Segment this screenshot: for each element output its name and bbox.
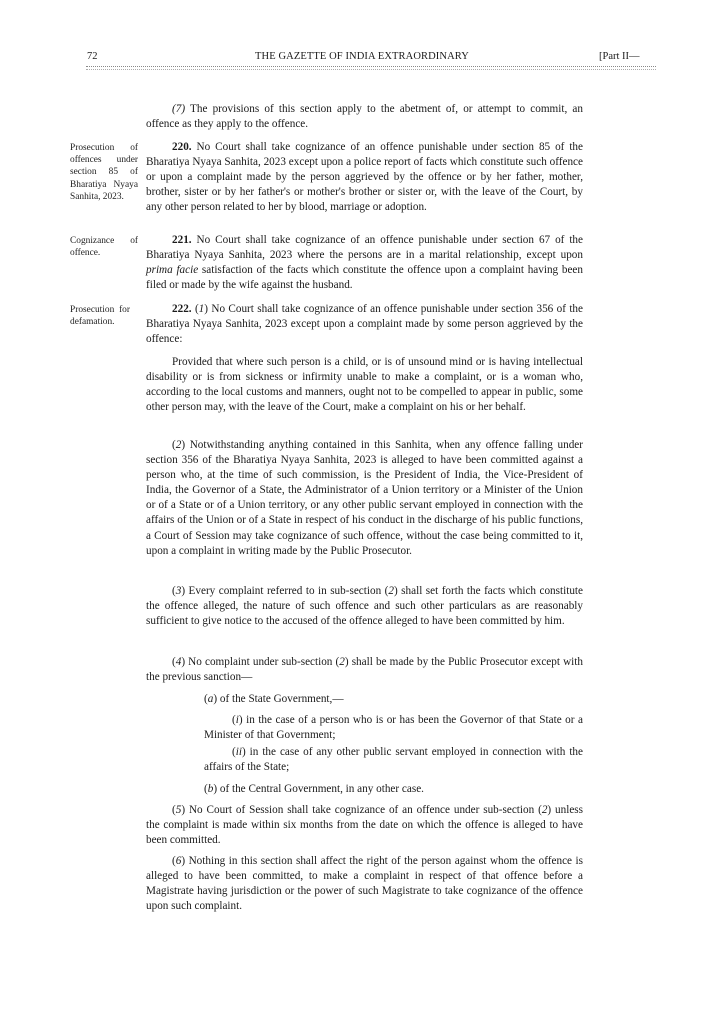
clause-text: in the case of any other public servant employed in connection with the affairs of the State; (204, 746, 583, 774)
clause-i (146, 713, 583, 743)
subsection-222-6 (146, 854, 583, 914)
paren-close: ) (238, 714, 243, 726)
gazette-title: THE GAZETTE OF INDIA EXTRAORDINARY (255, 51, 469, 62)
paren-close: ) (181, 855, 186, 867)
paren-open: ( (204, 783, 208, 795)
header-rule-secondary (86, 69, 656, 70)
subsection-text: Notwithstanding anything contained in this Sanhita, when any offence falling under section 356 of the Bharatiya Nyaya Sanhita, 2023 is alleged to have been committed against a person who, at the time of such commission, is the President of India, the Vice-President of India, the Governor of a State, the Administrator of a Union territory or a Minister of the Union or of a State or of a Union territory, or any other public servant employed in connection with the affairs of the Union or of a State in respect of his conduct in the discharge of his public functions, a Court of Session may take cognizance of such offence, without the case being committed to it, upon a complaint in writing made by the Public Prosecutor. (146, 439, 583, 557)
clause-a (146, 692, 583, 707)
margin-note-221: Cognizance of offence. (70, 236, 138, 259)
paren-close: ) (181, 656, 186, 668)
clause-label: i (235, 714, 239, 726)
proviso-text: Provided that where such person is a child, or is of unsound mind or is having intellectual disability or is from sickness or infirmity unable to make a complaint, or is a woman who, according to the local customs and manners, ought not to be compelled to appear in public, some other person may, with the leave of the Court, make a complaint on his or her behalf. (146, 356, 583, 414)
paren-close: ) (181, 804, 186, 816)
paren-close: ) (213, 783, 218, 795)
paren-open: ( (172, 585, 176, 597)
clause-text: of the State Government,— (217, 693, 344, 705)
section-221 (146, 233, 583, 293)
paren-close: ) (241, 746, 246, 758)
margin-note-222: Prosecution for defamation. (70, 305, 130, 328)
section-number: 222. (172, 303, 192, 315)
italic-term: prima facie (146, 264, 199, 277)
para-number: (7) (172, 103, 186, 115)
clause-b (146, 782, 583, 797)
section-text: No Court shall take cognizance of an offence punishable under section 356 of the Bharatiya Nyaya Sanhita, 2023 except upon a complaint made by some person aggrieved by the offence: (146, 303, 583, 346)
paren-open: ( (172, 439, 176, 451)
subsection-number: 4 (175, 656, 182, 668)
page-header (0, 51, 724, 67)
subsection-number: 3 (175, 585, 182, 597)
subsection-text: No Court of Session shall take cognizance of an offence under sub-section ( (185, 804, 542, 816)
subsection-222-4 (146, 655, 583, 685)
subsection-text: No complaint under sub-section ( (185, 656, 340, 668)
paren-open: ( (191, 303, 199, 315)
section-text: No Court shall take cognizance of an offence punishable under section 67 of the Bharatiya Nyaya Sanhita, 2023 where the persons are in a marital relationship, except upon (146, 234, 583, 262)
section-number: 220. (172, 141, 192, 153)
clause-label: ii (235, 746, 242, 758)
section-text-cont: satisfaction of the facts which constitute the offence upon a complaint having been filed or made by the wife against the husband. (146, 264, 583, 292)
paren-open: ( (172, 804, 176, 816)
clause-label: b (207, 783, 214, 795)
subsection-222-2 (146, 438, 583, 559)
part-label: [Part II— (599, 51, 640, 62)
clause-text: in the case of a person who is or has been the Governor of that State or a Minister of that Government; (204, 714, 583, 742)
subsection-ref: 2 (541, 804, 548, 816)
subsection-text-cont: ) unless the complaint is made within six months from the date on which the offence is alleged to have been committed. (146, 804, 583, 847)
subsection-number: 5 (175, 804, 182, 816)
subsection-number: 1 (198, 303, 205, 315)
para-7 (146, 102, 583, 132)
proviso (146, 355, 583, 415)
section-text: No Court shall take cognizance of an offence punishable under section 85 of the Bharatiya Nyaya Sanhita, 2023 except upon a police report of facts which constitute such offence or upon a complaint made by the person aggrieved by the offence or by her father, mother, brother, sister or by her father's or mother's brother or sister or, with the leave of the Court, by any other person related to her by blood, marriage or adoption. (146, 141, 583, 214)
paren-open: ( (172, 855, 176, 867)
clause-text: of the Central Government, in any other case. (217, 783, 424, 795)
section-number: 221. (172, 234, 192, 246)
subsection-text: Every complaint referred to in sub-section ( (185, 585, 389, 597)
subsection-number: 6 (175, 855, 182, 867)
clause-label: a (207, 693, 214, 705)
margin-note-220: Prosecution of offences under section 85 of Bharatiya Nyaya Sanhita, 2023. (70, 143, 138, 202)
subsection-ref: 2 (339, 656, 345, 668)
section-220 (146, 140, 583, 215)
subsection-text-cont: ) shall set forth the facts which constitute the offence alleged, the nature of such offence and such other particulars as are reasonably sufficient to give notice to the accused of the offence alleged to have been committed by him. (146, 585, 583, 628)
paren-open: ( (204, 693, 208, 705)
paren-close: ) (204, 303, 208, 315)
subsection-ref: 2 (388, 585, 394, 597)
para-text: The provisions of this section apply to the abetment of, or attempt to commit, an offence as they apply to the offence. (146, 103, 583, 131)
section-222-1 (146, 302, 583, 347)
paren-close: ) (181, 585, 186, 597)
subsection-text-cont: ) shall be made by the Public Prosecutor except with the previous sanction— (146, 656, 583, 684)
paren-close: ) (181, 439, 186, 451)
page-number: 72 (87, 51, 98, 62)
subsection-text: Nothing in this section shall affect the right of the person against whom the offence is alleged to have been committed, to make a complaint in respect of that offence before a Magistrate having jurisdiction or the power of such Magistrate to take cognizance of the offence upon such complaint. (146, 855, 583, 913)
paren-close: ) (213, 693, 218, 705)
clause-ii (146, 745, 583, 775)
paren-open: ( (232, 746, 236, 758)
paren-open: ( (172, 656, 176, 668)
paren-open: ( (232, 714, 236, 726)
subsection-222-3 (146, 584, 583, 629)
header-rule (86, 66, 656, 67)
subsection-222-5 (146, 803, 583, 848)
subsection-number: 2 (175, 439, 182, 451)
